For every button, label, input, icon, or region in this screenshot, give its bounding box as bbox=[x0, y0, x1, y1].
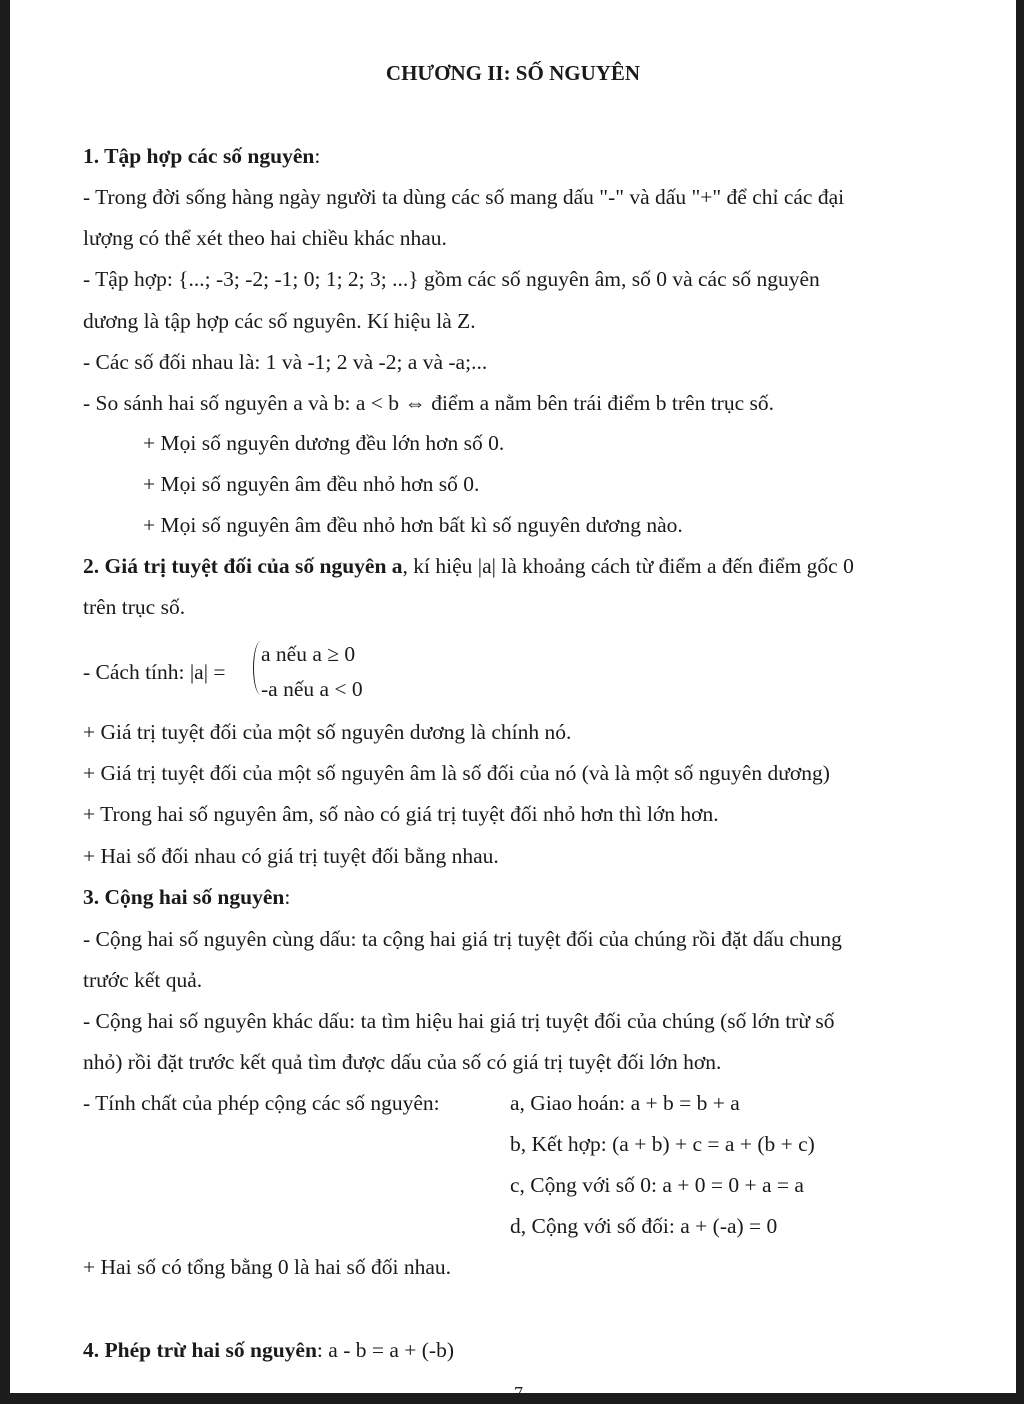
calc-label: - Cách tính: |a| = bbox=[83, 660, 226, 684]
s1-line-6: - So sánh hai số nguyên a và b: a < b ⇔ điểm a nằm bên trái điểm b trên trục số. bbox=[83, 391, 775, 415]
s3-prop-a: a, Giao hoán: a + b = b + a bbox=[510, 1091, 740, 1115]
section-4-heading-text: 4. Phép trừ hai số nguyên bbox=[83, 1338, 317, 1362]
s3-line-4: nhỏ) rồi đặt trước kết quả tìm được dấu của số có giá trị tuyệt đối lớn hơn. bbox=[83, 1050, 722, 1074]
s1-line-3: - Tập hợp: {...; -3; -2; -1; 0; 1; 2; 3; ...} gồm các số nguyên âm, số 0 và các số nguyên bbox=[83, 267, 820, 291]
s3-line-2: trước kết quả. bbox=[83, 968, 203, 992]
section-1-heading-text: 1. Tập hợp các số nguyên bbox=[83, 144, 315, 168]
document-page bbox=[10, 0, 1016, 1403]
section-2-heading bbox=[83, 556, 854, 578]
section-2-heading-rest: , kí hiệu |a| là khoảng cách từ điểm a đến điểm gốc 0 bbox=[402, 554, 854, 578]
section-2-heading-text: 2. Giá trị tuyệt đối của số nguyên a bbox=[83, 554, 403, 578]
section-1-heading bbox=[83, 146, 320, 168]
s1-line-4: dương là tập hợp các số nguyên. Kí hiệu là Z. bbox=[83, 309, 476, 333]
section-4-heading-rest: : a - b = a + (-b) bbox=[316, 1338, 454, 1362]
s2-point-1: + Giá trị tuyệt đối của một số nguyên dương là chính nó. bbox=[83, 720, 572, 744]
case-2: -a nếu a < 0 bbox=[261, 677, 363, 701]
s3-line-1: - Cộng hai số nguyên cùng dấu: ta cộng hai giá trị tuyệt đối của chúng rồi đặt dấu chung bbox=[83, 927, 842, 951]
s2-point-3: + Trong hai số nguyên âm, số nào có giá trị tuyệt đối nhỏ hơn thì lớn hơn. bbox=[83, 802, 719, 826]
section-3-heading-text: 3. Cộng hai số nguyên bbox=[83, 885, 285, 909]
s1-line-2: lượng có thể xét theo hai chiều khác nhau. bbox=[83, 226, 447, 250]
s3-prop-d: d, Cộng với số đối: a + (-a) = 0 bbox=[510, 1214, 778, 1238]
case-1: a nếu a ≥ 0 bbox=[261, 642, 356, 666]
s2-point-4: + Hai số đối nhau có giá trị tuyệt đối bằng nhau. bbox=[83, 844, 499, 868]
section-3-heading-colon: : bbox=[284, 885, 291, 909]
page-number: 7 bbox=[514, 1383, 523, 1403]
s2-point-2: + Giá trị tuyệt đối của một số nguyên âm là số đối của nó (và là một số nguyên dương) bbox=[83, 761, 830, 785]
s3-prop-b: b, Kết hợp: (a + b) + c = a + (b + c) bbox=[510, 1132, 815, 1156]
s1-line-5: - Các số đối nhau là: 1 và -1; 2 và -2; a và -a;... bbox=[83, 350, 488, 374]
s3-props-label: - Tính chất của phép cộng các số nguyên: bbox=[83, 1091, 440, 1115]
section-4-heading bbox=[83, 1340, 454, 1362]
s3-prop-c: c, Cộng với số 0: a + 0 = 0 + a = a bbox=[510, 1173, 804, 1197]
section-3-heading bbox=[83, 887, 290, 909]
s3-line-5: + Hai số có tổng bằng 0 là hai số đối nhau. bbox=[83, 1255, 452, 1279]
s1-line-7: + Mọi số nguyên dương đều lớn hơn số 0. bbox=[143, 431, 505, 455]
s1-line-8: + Mọi số nguyên âm đều nhỏ hơn số 0. bbox=[143, 472, 480, 496]
chapter-title: CHƯƠNG II: SỐ NGUYÊN bbox=[385, 61, 641, 85]
s1-line-1: - Trong đời sống hàng ngày người ta dùng các số mang dấu "-" và dấu "+" để chỉ các đại bbox=[83, 185, 845, 209]
s2-line-2: trên trục số. bbox=[83, 595, 186, 619]
section-1-heading-colon: : bbox=[314, 144, 321, 168]
s3-line-3: - Cộng hai số nguyên khác dấu: ta tìm hiệu hai giá trị tuyệt đối của chúng (số lớn trừ số bbox=[83, 1009, 835, 1033]
s1-line-9: + Mọi số nguyên âm đều nhỏ hơn bất kì số nguyên dương nào. bbox=[143, 513, 683, 537]
